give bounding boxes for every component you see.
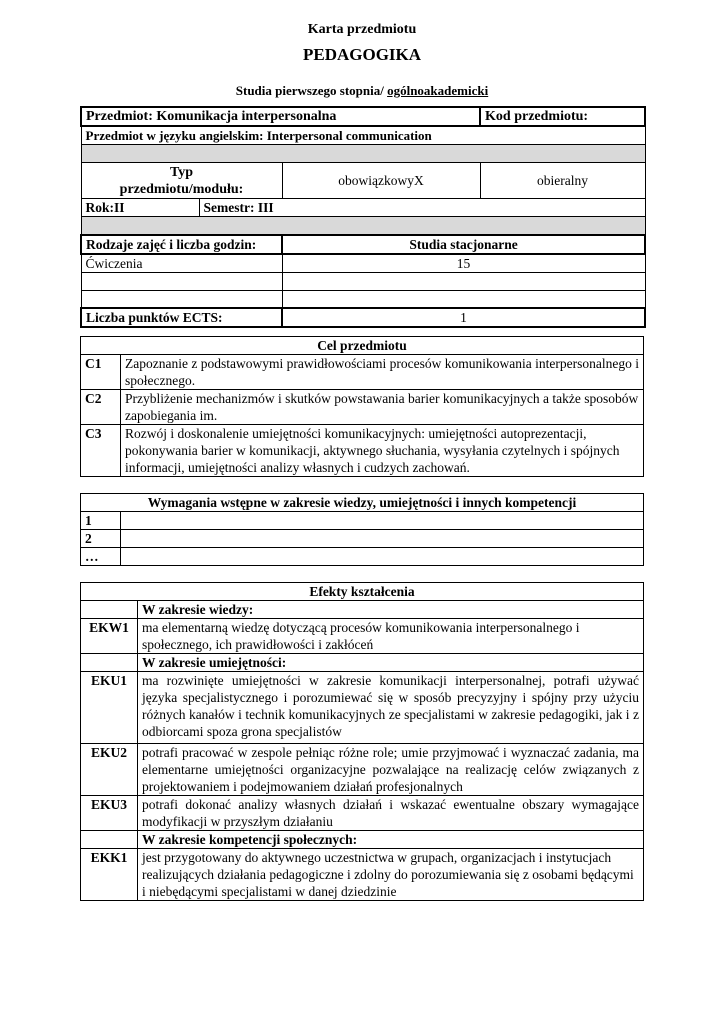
goal-text: Zapoznanie z podstawowymi prawidłowościami procesów komunikowania interpersonalnego i społecznego. xyxy=(121,355,644,390)
outcome-code: EKU3 xyxy=(81,796,138,831)
outcome-text: potrafi dokonać analizy własnych działań i wskazać ewentualne obszary wymagające modyfikacji w przyszłym działaniu xyxy=(138,796,644,831)
skills-header: W zakresie umiejętności: xyxy=(138,654,644,672)
prereq-text xyxy=(121,512,644,530)
empty-cell xyxy=(282,290,645,308)
empty-cell xyxy=(81,272,282,290)
knowledge-header: W zakresie wiedzy: xyxy=(138,601,644,619)
type-obligatory: obowiązkowyX xyxy=(282,163,480,199)
ects-value: 1 xyxy=(282,308,645,327)
prerequisites-title: Wymagania wstępne w zakresie wiedzy, umiejętności i innych kompetencji xyxy=(81,494,644,512)
goal-text: Rozwój i doskonalenie umiejętności komunikacyjnych: umiejętności autoprezentacji, pokonywania barier w komunikacji, aktywnego słuchania, wysyłania czytelnych i spójnych informacji, umiejętności analizy własnych i cudzych zachowań. xyxy=(121,425,644,477)
empty-cell xyxy=(81,831,138,849)
social-header: W zakresie kompetencji społecznych: xyxy=(138,831,644,849)
study-mode: Studia stacjonarne xyxy=(282,235,645,254)
outcome-text: ma rozwinięte umiejętności w zakresie komunikacji interpersonalnej, potrafi używać języka specjalistycznego i porozumiewać się w sposób precyzyjny i spójny przy użyciu różnych kanałów i technik komunikacyjnych ze specjalistami w zakresie pedagogiki, jak i z odbiorcami spoza grona specjalistów xyxy=(138,672,644,744)
outcome-code: EKU2 xyxy=(81,744,138,796)
goals-table xyxy=(80,336,644,477)
prereq-number: 1 xyxy=(81,512,121,530)
prereq-number: 2 xyxy=(81,530,121,548)
prerequisites-table xyxy=(80,493,644,566)
exercise-hours: 15 xyxy=(282,254,645,273)
gray-separator xyxy=(81,217,645,235)
empty-cell xyxy=(81,290,282,308)
gray-separator xyxy=(81,145,645,163)
outcome-code: EKW1 xyxy=(81,619,138,654)
outcome-code: EKU1 xyxy=(81,672,138,744)
outcome-code: EKK1 xyxy=(81,849,138,901)
card-title: Karta przedmiotu xyxy=(307,22,417,37)
studies-level: Studia pierwszego stopnia/ ogólnoakademicki xyxy=(235,83,489,98)
prereq-text xyxy=(121,530,644,548)
goal-code: C2 xyxy=(81,390,121,425)
outcome-text: jest przygotowany do aktywnego uczestnictwa w grupach, organizacjach i instytucjach realizujących działania pedagogiczne i zdolny do porozumiewania się z osobami będącymi i niebędącymi specjalistami w danej dziedzinie xyxy=(138,849,644,901)
subject-english-name: Przedmiot w języku angielskim: Interpersonal communication xyxy=(81,126,645,145)
empty-cell xyxy=(81,601,138,619)
subject-name: Przedmiot: Komunikacja interpersonalna xyxy=(81,107,480,126)
goal-code: C3 xyxy=(81,425,121,477)
prereq-number: … xyxy=(81,548,121,566)
semester: Semestr: III xyxy=(199,199,645,217)
empty-cell xyxy=(282,272,645,290)
subject-type-label: Typ przedmiotu/modułu: xyxy=(81,163,282,199)
type-elective: obieralny xyxy=(480,163,645,199)
ects-label: Liczba punktów ECTS: xyxy=(81,308,282,327)
goal-code: C1 xyxy=(81,355,121,390)
outcomes-title: Efekty kształcenia xyxy=(81,583,644,601)
goals-title: Cel przedmiotu xyxy=(81,337,644,355)
outcome-text: potrafi pracować w zespole pełniąc różne role; umie przyjmować i wyznaczać zadania, ma elementarne umiejętności organizacyjne pozwalające na realizację celów związanych z projektowaniem i podejmowaniem działań profesjonalnych xyxy=(138,744,644,796)
empty-cell xyxy=(81,654,138,672)
exercise-label: Ćwiczenia xyxy=(81,254,282,273)
subject-info-table xyxy=(80,106,646,328)
prereq-text xyxy=(121,548,644,566)
subject-area: PEDAGOGIKA xyxy=(302,45,422,64)
outcomes-table xyxy=(80,582,644,901)
year: Rok:II xyxy=(81,199,199,217)
subject-code: Kod przedmiotu: xyxy=(480,107,645,126)
outcome-text: ma elementarną wiedzę dotyczącą procesów komunikowania interpersonalnego i społecznego, ich prawidłowości i zakłóceń xyxy=(138,619,644,654)
classes-label: Rodzaje zajęć i liczba godzin: xyxy=(81,235,282,254)
goal-text: Przybliżenie mechanizmów i skutków powstawania barier komunikacyjnych a także sposobów zapobiegania im. xyxy=(121,390,644,425)
studies-profile: ogólnoakademicki xyxy=(387,83,489,98)
